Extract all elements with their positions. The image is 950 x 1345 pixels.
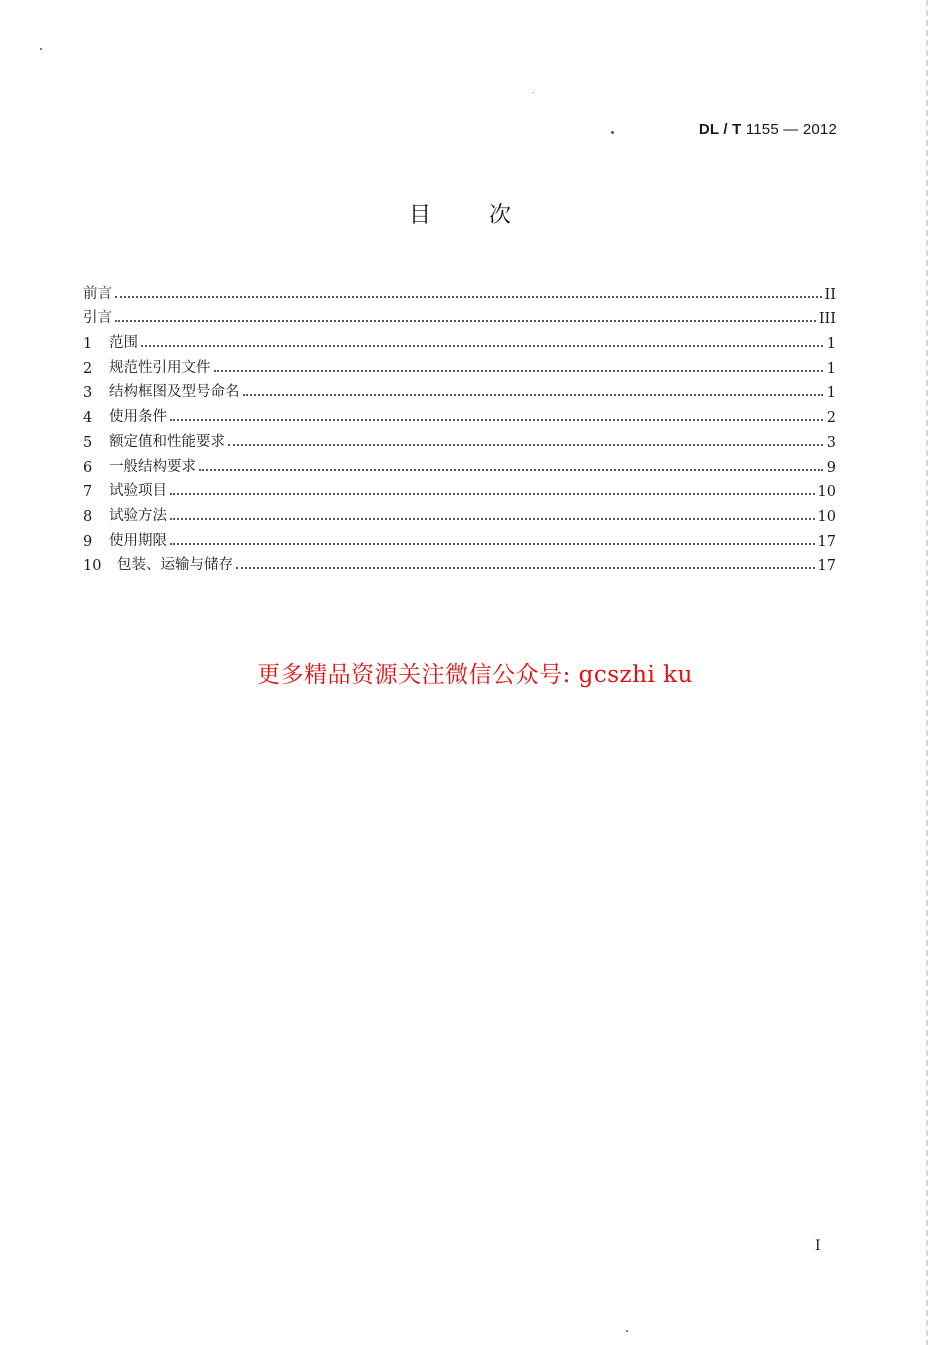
toc-entry-number: 6	[83, 459, 93, 476]
toc-entry-number: 10	[83, 558, 102, 575]
toc-entry-page: 1	[826, 360, 836, 377]
scan-speck	[533, 92, 534, 93]
toc-entry-number: 2	[83, 360, 93, 377]
toc-entry-page: 9	[826, 459, 836, 476]
toc-entry-page: 2	[826, 410, 836, 427]
toc-entry-page: 1	[826, 385, 836, 402]
toc-entry-introduction[interactable]	[83, 303, 838, 328]
toc-entry-10[interactable]	[83, 550, 838, 575]
toc-entry-6[interactable]	[83, 451, 838, 476]
toc-entry-label: 使用条件	[109, 409, 167, 426]
toc-entry-foreword[interactable]	[83, 278, 838, 303]
toc-entry-number: 4	[83, 410, 93, 427]
toc-entry-page: 1	[826, 336, 836, 353]
toc-entry-number: 8	[83, 508, 93, 525]
toc-leader-dots	[141, 344, 823, 347]
document-code	[699, 121, 837, 138]
toc-entry-label: 范围	[109, 335, 138, 352]
document-code-prefix: DL / T	[698, 121, 742, 138]
toc-entry-page: 10	[817, 508, 836, 525]
toc-leader-dots	[236, 566, 815, 569]
toc-entry-page: III	[818, 311, 836, 328]
page-number: I	[815, 1238, 821, 1254]
toc-entry-8[interactable]	[83, 500, 838, 525]
toc-entry-number: 3	[83, 385, 93, 402]
toc-entry-label: 一般结构要求	[109, 458, 196, 475]
toc-leader-dots	[115, 295, 822, 298]
toc-title: 目次	[408, 203, 569, 228]
toc-entry-label: 试验项目	[109, 483, 167, 500]
toc-entry-page: 17	[817, 558, 836, 575]
toc-entry-number: 7	[83, 484, 93, 501]
toc-entry-label: 额定值和性能要求	[109, 433, 225, 450]
toc-leader-dots	[228, 443, 823, 446]
toc-leader-dots	[115, 319, 816, 322]
toc-entry-label: 规范性引用文件	[109, 359, 211, 376]
toc-leader-dots	[170, 418, 823, 421]
scan-speck	[40, 48, 42, 50]
toc-entry-3[interactable]	[83, 377, 838, 402]
toc-entry-9[interactable]	[83, 525, 838, 550]
toc-entry-number: 9	[83, 533, 93, 550]
toc-entry-page: 10	[817, 484, 836, 501]
toc-entry-7[interactable]	[83, 476, 838, 501]
toc-entry-1[interactable]	[83, 327, 838, 352]
toc-entry-page: 3	[826, 434, 836, 451]
toc-entry-number: 5	[83, 434, 93, 451]
toc-leader-dots	[170, 517, 815, 520]
toc-entry-number: 1	[83, 336, 93, 353]
toc-leader-dots	[214, 369, 824, 372]
toc-leader-dots	[170, 492, 815, 495]
document-code-number: 1155 — 2012	[745, 121, 837, 138]
toc-entry-2[interactable]	[83, 352, 838, 377]
toc-leader-dots	[243, 393, 824, 396]
toc-entry-page: II	[824, 286, 836, 303]
toc-entry-label: 前言	[83, 285, 112, 302]
toc-leader-dots	[199, 468, 823, 471]
toc-leader-dots	[170, 542, 815, 545]
table-of-contents	[83, 278, 838, 574]
toc-entry-label: 使用期限	[109, 532, 167, 549]
toc-entry-label: 引言	[83, 310, 112, 327]
toc-entry-label: 结构框图及型号命名	[109, 384, 240, 401]
toc-entry-5[interactable]	[83, 426, 838, 451]
scan-speck	[626, 1330, 628, 1332]
scan-speck	[611, 131, 614, 134]
promo-banner-text: 更多精品资源关注微信公众号: gcszhi ku	[257, 662, 693, 688]
toc-entry-label: 包装、运输与储存	[117, 557, 233, 574]
toc-entry-4[interactable]	[83, 401, 838, 426]
toc-entry-page: 17	[817, 533, 836, 550]
toc-entry-label: 试验方法	[109, 507, 167, 524]
